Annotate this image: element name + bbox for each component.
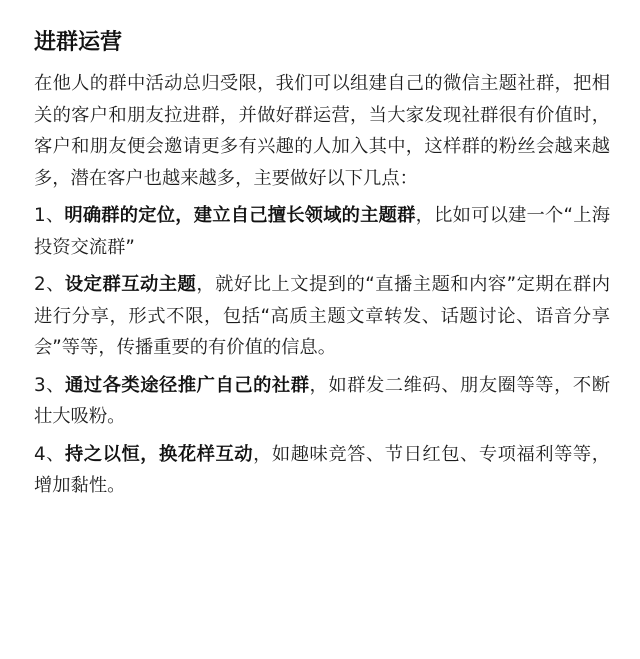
list-item-heading: 设定群互动主题 (64, 274, 197, 295)
list-item-text: ，如群发二维码、朋友圈等等，不断壮大吸粉。 (34, 374, 611, 427)
list-item-number: 2、 (34, 274, 65, 295)
list-item-text: ，如趣味竞答、节日红包、专项福利等等，增加黏性。 (34, 443, 611, 496)
list-item-1 (34, 200, 610, 263)
list-item-number: 1、 (34, 205, 65, 226)
list-item-3 (34, 370, 610, 433)
list-item-heading: 通过各类途径推广自己的社群 (64, 374, 310, 396)
article-title: 进群运营 (34, 30, 123, 55)
list-item-heading: 明确群的定位，建立自己擅长领域的主题群 (64, 205, 416, 226)
intro-paragraph: 在他人的群中活动总归受限，我们可以组建自己的微信主题社群，把相关的客户和朋友拉进群，并做好群运营，当大家发现社群很有价值时，客户和朋友便会邀请更多有兴趣的人加入其中，这样群的粉丝会越来越多，潜在客户也越来越多，主要做好以下几点： (34, 73, 610, 189)
list-item-text: ，就好比上文提到的“直播主题和内容”定期在群内进行分享，形式不限，包括“高质主题文章转发、话题讨论、语音分享会”等等，传播重要的有价值的信息。 (34, 274, 610, 358)
list-item-heading: 持之以恒，换花样互动 (64, 443, 254, 465)
list-item-2 (34, 269, 610, 364)
list-item-text: ，比如可以建一个“上海投资交流群” (34, 205, 610, 258)
list-item-number: 4、 (34, 443, 65, 465)
list-item-4 (34, 439, 610, 502)
list-item-number: 3、 (34, 374, 65, 396)
